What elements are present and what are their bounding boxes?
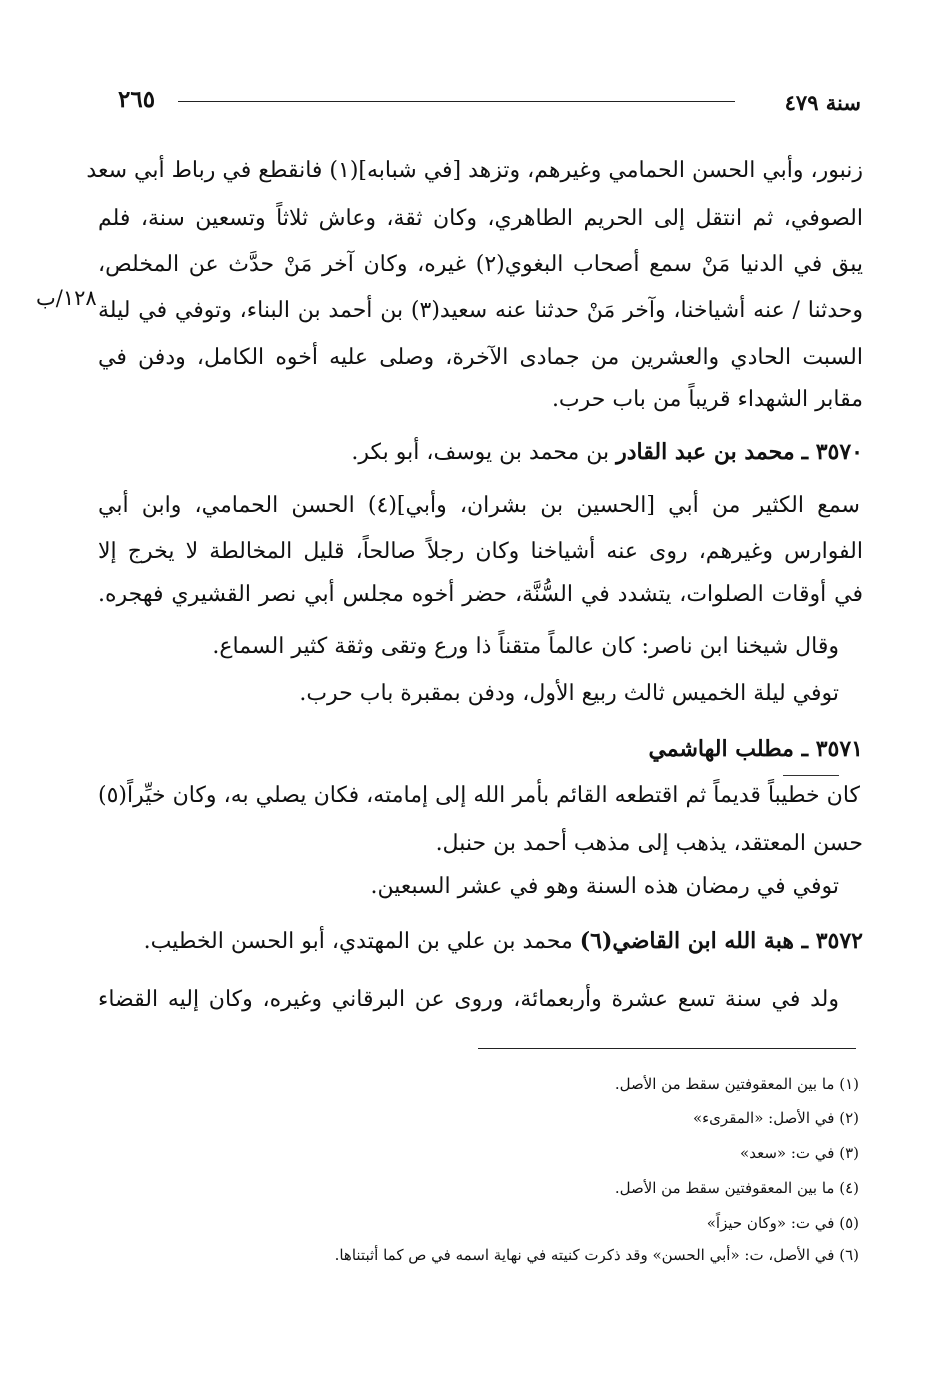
body-line: مقابر الشهداء قريباً من باب حرب. xyxy=(551,387,863,412)
body-line: حسن المعتقد، يذهب إلى مذهب أحمد بن حنبل. xyxy=(435,831,863,856)
entry-name: محمد بن عبد القادر xyxy=(616,439,795,465)
footnote-rule xyxy=(478,1048,856,1049)
footnote: (٥) في ت: «وكان حيزاً» xyxy=(706,1214,859,1232)
entry-lineage: بن محمد بن يوسف، أبو بكر. xyxy=(351,440,610,465)
body-line: الفوارس وغيرهم، روى عنه أشياخنا وكان رجلاً صالحاً، قليل المخالطة لا يخرج إلا xyxy=(98,539,863,564)
entry-3571-heading: ٣٥٧١ ـ مطلب الهاشمي xyxy=(648,736,863,762)
overline-mark xyxy=(783,775,839,776)
body-line: ولد في سنة تسع عشرة وأربعمائة، وروى عن البرقاني وغيره، وكان إليه القضاء xyxy=(98,987,839,1012)
entry-lineage: محمد بن علي بن المهتدي، أبو الحسن الخطيب. xyxy=(143,929,573,954)
body-line: توفي في رمضان هذه السنة وهو في عشر السبعين. xyxy=(370,874,839,899)
body-line: السبت الحادي والعشرين من جمادى الآخرة، وصلى عليه أخوه الكامل، ودفن في xyxy=(98,345,863,370)
footnote: (٢) في الأصل: «المقرىء» xyxy=(692,1109,859,1127)
body-line: وقال شيخنا ابن ناصر: كان عالماً متقناً ذا ورع وتقى وثقة كثير السماع. xyxy=(212,634,839,659)
entry-number: ٣٥٧٠ ـ xyxy=(801,439,863,465)
footnote: (٦) في الأصل، ت: «أبي الحسن» وقد ذكرت كنيته في نهاية اسمه في ص كما أثبتناها. xyxy=(334,1246,859,1264)
manuscript-folio-marker: ١٢٨/ب xyxy=(36,286,97,310)
entry-3570-heading xyxy=(351,437,863,468)
body-line: كان خطيباً قديماً ثم اقتطعه القائم بأمر الله إلى إمامته، فكان يصلي به، وكان خيِّراً(٥) xyxy=(98,783,860,808)
body-line: في أوقات الصلوات، يتشدد في السُّنَّة، حضر أخوه مجلس أبي نصر القشيري فهجره. xyxy=(98,582,863,607)
footnote: (٤) ما بين المعقوفتين سقط من الأصل. xyxy=(614,1179,859,1197)
page-number: ٢٦٥ xyxy=(118,86,156,113)
body-line: يبق في الدنيا مَنْ سمع أصحاب البغوي(٢) غيره، وكان آخر مَنْ حدَّث عن المخلص، xyxy=(98,252,863,277)
running-header-year: سنة ٤٧٩ xyxy=(784,90,861,115)
body-line: وحدثنا / عنه أشياخنا، وآخر مَنْ حدثنا عنه سعيد(٣) بن أحمد بن البناء، وتوفي في ليلة xyxy=(98,298,863,323)
body-line: توفي ليلة الخميس ثالث ربيع الأول، ودفن بمقبرة باب حرب. xyxy=(299,681,839,706)
entry-name: ٣٥٧٢ ـ هبة الله ابن القاضي(٦) xyxy=(579,928,863,954)
header-rule xyxy=(178,101,735,102)
footnote: (١) ما بين المعقوفتين سقط من الأصل. xyxy=(614,1075,859,1093)
entry-3572-heading xyxy=(144,926,863,957)
body-line: زنبور، وأبي الحسن الحمامي وغيرهم، وتزهد [في شبابه](١) فانقطع في رباط أبي سعد xyxy=(86,158,863,183)
body-line: سمع الكثير من أبي [الحسين بن بشران، وأبي](٤) الحسن الحمامي، وابن أبي xyxy=(98,493,860,518)
footnote: (٣) في ت: «سعد» xyxy=(740,1144,859,1162)
body-line: الصوفي، ثم انتقل إلى الحريم الطاهري، وكان ثقة، وعاش ثلاثاً وتسعين سنة، فلم xyxy=(98,206,863,231)
